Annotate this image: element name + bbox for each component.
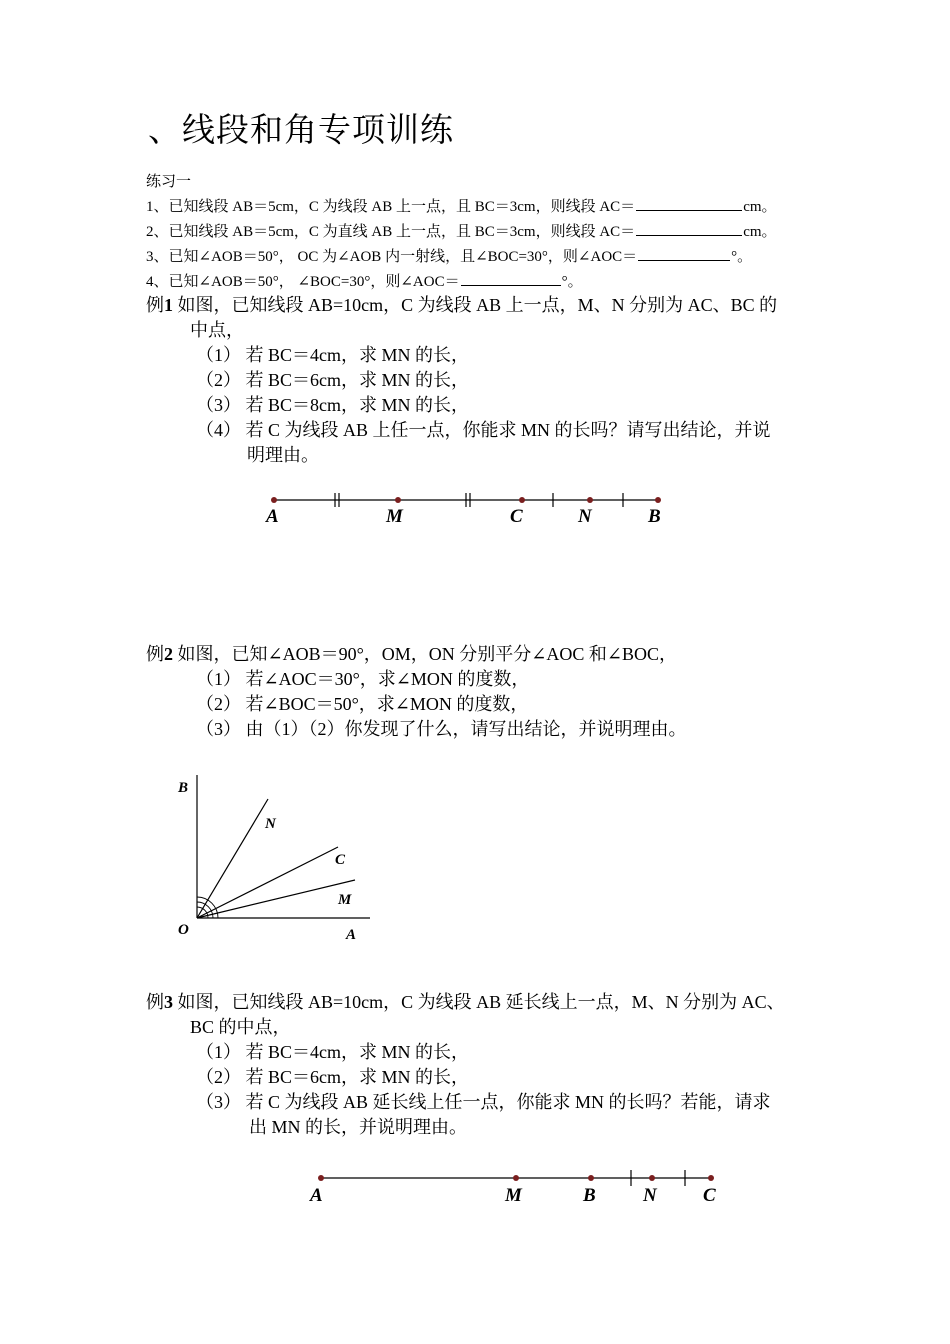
point-m-label: M [505, 1185, 522, 1206]
page-title: 、线段和角专项训练 [148, 110, 454, 149]
label-o: O [178, 922, 189, 938]
example-1-intro-cont: 中点， [190, 320, 244, 340]
example-1-item-1: （1） 若 BC＝4cm，求 MN 的长， [196, 345, 470, 365]
point-a-label: A [266, 506, 279, 527]
example-number: 1 [164, 295, 173, 315]
question-unit: °。 [561, 274, 583, 290]
point-b-dot [588, 1175, 594, 1181]
point-n-dot [649, 1175, 655, 1181]
example-1-item-4: （4） 若 C 为线段 AB 上任一点，你能求 MN 的长吗？请写出结论，并说 [196, 420, 771, 440]
angle-figure [170, 770, 380, 945]
example-label: 例 [146, 644, 164, 664]
point-c-dot [519, 497, 525, 503]
example-text: 如图，已知线段 AB=10cm，C 为线段 AB 延长线上一点，M、N 分别为 AC、 [173, 992, 785, 1012]
question-text: 4、已知∠AOB＝50°， ∠BOC=30°，则∠AOC＝ [146, 274, 460, 290]
example-3-item-3: （3） 若 C 为线段 AB 延长线上任一点，你能求 MN 的长吗？若能，请求 [196, 1092, 771, 1112]
example-2-intro [146, 640, 677, 666]
question-unit: °。 [731, 249, 753, 265]
point-n-dot [587, 497, 593, 503]
point-m-dot [513, 1175, 519, 1181]
example-text: 如图，已知线段 AB=10cm，C 为线段 AB 上一点，M、N 分别为 AC、BC 的 [173, 295, 778, 315]
example-1-intro [146, 291, 777, 317]
practice-heading: 练习一 [146, 174, 192, 190]
point-m-dot [395, 497, 401, 503]
point-n-label: N [578, 506, 592, 527]
point-c-dot [708, 1175, 714, 1181]
example-text: 如图，已知∠AOB＝90°，OM，ON 分别平分∠AOC 和∠BOC， [173, 644, 677, 664]
label-b: B [178, 780, 189, 796]
example-label: 例 [146, 992, 164, 1012]
label-c: C [335, 852, 346, 868]
point-a-dot [271, 497, 277, 503]
answer-blank [638, 259, 730, 261]
answer-blank [636, 234, 742, 236]
point-a-dot [318, 1175, 324, 1181]
question-unit: cm。 [743, 199, 777, 215]
example-3-item-3-cont: 出 MN 的长，并说明理由。 [249, 1117, 468, 1137]
example-3-intro-cont: BC 的中点， [190, 1017, 291, 1037]
point-b-dot [655, 497, 661, 503]
point-c-label: C [703, 1185, 716, 1206]
label-a: A [346, 927, 357, 943]
example-2-item-3: （3） 由（1）（2）你发现了什么，请写出结论，并说明理由。 [196, 719, 687, 739]
answer-blank [461, 284, 561, 286]
practice-question-3 [146, 245, 752, 266]
example-number: 2 [164, 644, 173, 664]
point-b-label: B [648, 506, 661, 527]
question-text: 1、已知线段 AB＝5cm，C 为线段 AB 上一点，且 BC＝3cm，则线段 AC＝ [146, 199, 636, 215]
question-text: 3、已知∠AOB＝50°， OC 为∠AOB 内一射线，且∠BOC=30°，则∠AOC＝ [146, 249, 638, 265]
point-n-label: N [643, 1185, 657, 1206]
example-2-item-2: （2） 若∠BOC＝50°，求∠MON 的度数， [196, 694, 529, 714]
example-3-intro [146, 988, 785, 1014]
segment-figure-3 [300, 1158, 730, 1218]
answer-blank [636, 209, 742, 211]
example-1-item-2: （2） 若 BC＝6cm，求 MN 的长， [196, 370, 470, 390]
point-a-label: A [310, 1185, 323, 1206]
example-3-item-2: （2） 若 BC＝6cm，求 MN 的长， [196, 1067, 470, 1087]
example-number: 3 [164, 992, 173, 1012]
label-n: N [265, 816, 276, 832]
example-3-item-1: （1） 若 BC＝4cm，求 MN 的长， [196, 1042, 470, 1062]
example-label: 例 [146, 295, 164, 315]
ray-om [197, 880, 355, 918]
segment-figure-1 [250, 480, 680, 540]
question-text: 2、已知线段 AB＝5cm，C 为直线 AB 上一点，且 BC＝3cm，则线段 AC＝ [146, 224, 636, 240]
practice-question-4 [146, 270, 583, 291]
example-2-item-1: （1） 若∠AOC＝30°，求∠MON 的度数， [196, 669, 530, 689]
point-m-label: M [386, 506, 403, 527]
label-m: M [338, 892, 352, 908]
point-b-label: B [583, 1185, 596, 1206]
point-c-label: C [510, 506, 523, 527]
example-1-item-3: （3） 若 BC＝8cm，求 MN 的长， [196, 395, 470, 415]
example-1-item-4-cont: 明理由。 [247, 445, 319, 465]
question-unit: cm。 [743, 224, 777, 240]
practice-question-1 [146, 195, 777, 216]
practice-question-2 [146, 220, 777, 241]
